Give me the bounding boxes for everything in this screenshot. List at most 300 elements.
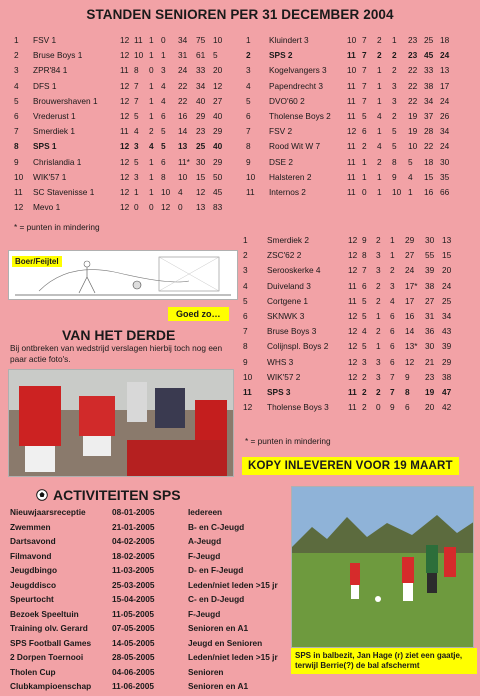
standings-cell: 2	[390, 265, 395, 276]
standings-cell: 12	[161, 202, 171, 213]
standings-cell: 17*	[405, 280, 418, 291]
activity-date: 11-06-2005	[112, 681, 154, 692]
standings-cell: 11	[14, 187, 23, 198]
standings-cell: 1	[377, 65, 382, 76]
standings-cell: 35	[440, 171, 450, 182]
activity-audience: Senioren en A1	[188, 681, 249, 692]
team-name: Bruse Boys 1	[33, 50, 83, 61]
standings-cell: 13	[442, 235, 452, 245]
standings-cell: 9	[246, 156, 251, 167]
activity-name: Bezoek Speeltuin	[10, 608, 79, 619]
activity-name: Training olv. Gerard	[10, 623, 88, 634]
team-name: Kluindert 3	[269, 35, 309, 45]
standings-cell: 12	[196, 187, 206, 198]
standings-cell: 43	[442, 326, 452, 337]
team-name: Vrederust 1	[33, 111, 76, 122]
standings-cell: 22	[178, 95, 188, 106]
standings-cell: 4	[178, 187, 183, 198]
activity-row	[10, 563, 292, 578]
standings-cell: 0	[178, 202, 183, 213]
standings-cell: 2	[376, 387, 381, 398]
standings-cell: 38	[424, 80, 434, 91]
standings-cell: 28	[424, 126, 434, 137]
activity-row	[10, 549, 292, 564]
standings-cell: 27	[425, 295, 435, 306]
standings-cell: 9	[392, 171, 397, 182]
team-name: Bruse Boys 3	[267, 326, 317, 337]
standings-cell: 0	[149, 202, 154, 213]
activity-row	[10, 679, 292, 694]
standings-cell: 12	[120, 35, 130, 45]
standings-cell: 83	[213, 202, 223, 213]
team-name: Papendrecht 3	[269, 80, 323, 91]
standings-cell: 13	[440, 65, 450, 76]
standings-note-right: * = punten in mindering	[245, 436, 331, 446]
standings-cell: 4	[377, 111, 382, 122]
standings-cell: 11	[347, 80, 356, 91]
activity-date: 14-05-2005	[112, 637, 155, 648]
activity-date: 15-04-2005	[112, 594, 155, 605]
standings-cell: 6	[14, 111, 19, 122]
standings-row	[246, 63, 454, 78]
standings-cell: 1	[377, 80, 382, 91]
standings-row	[243, 309, 456, 324]
standings-cell: 7	[134, 80, 139, 91]
standings-cell: 10	[392, 187, 402, 198]
standings-cell: 37	[424, 111, 434, 122]
standings-cell: 3	[243, 265, 248, 276]
standings-row	[243, 385, 456, 400]
standings-cell: 1	[390, 250, 395, 261]
standings-cell: 7	[14, 126, 19, 137]
standings-cell: 25	[196, 141, 206, 152]
standings-cell: 5	[213, 50, 218, 61]
activity-row	[10, 520, 292, 535]
standings-cell: 11	[243, 387, 252, 398]
team-name: ZPR'84 1	[33, 65, 68, 76]
activity-name: Nieuwjaarsreceptie	[10, 507, 86, 518]
standings-cell: 5	[161, 141, 166, 152]
standings-cell: 23	[408, 35, 418, 45]
activity-date: 21-01-2005	[112, 521, 155, 532]
derde-heading: VAN HET DERDE	[62, 327, 176, 343]
standings-cell: 9	[362, 235, 367, 245]
standings-cell: 29	[196, 111, 206, 122]
kopy-deadline-banner: KOPY INLEVEREN VOOR 19 MAART	[242, 457, 459, 475]
standings-cell: 34	[424, 95, 434, 106]
activity-row	[10, 534, 292, 549]
team-name: Rood Wit W 7	[269, 141, 321, 152]
standings-cell: 12	[348, 341, 358, 352]
standings-table-senioren-3	[243, 233, 456, 415]
activity-row	[10, 607, 292, 622]
standings-cell: 12	[348, 250, 358, 261]
standings-cell: 12	[213, 80, 223, 91]
standings-cell: 42	[442, 402, 452, 413]
activity-date: 04-06-2005	[112, 666, 155, 677]
standings-cell: 1	[390, 235, 395, 245]
standings-cell: 11	[347, 187, 356, 198]
standings-cell: 47	[442, 387, 452, 398]
standings-cell: 8	[392, 156, 397, 167]
team-name: SPS 1	[33, 141, 57, 152]
standings-row	[14, 79, 227, 94]
standings-cell: 6	[390, 341, 395, 352]
standings-cell: 55	[425, 250, 435, 261]
activity-date: 11-03-2005	[112, 565, 154, 576]
activity-date: 28-05-2005	[112, 652, 155, 663]
football-icon	[36, 489, 48, 501]
standings-cell: 12	[348, 356, 358, 367]
standings-cell: 5	[246, 95, 251, 106]
activity-date: 18-02-2005	[112, 550, 155, 561]
standings-row	[243, 263, 456, 278]
standings-cell: 27	[405, 250, 415, 261]
standings-cell: 1	[376, 311, 381, 322]
standings-cell: 0	[134, 202, 139, 213]
standings-cell: 30	[196, 156, 206, 167]
standings-cell: 0	[149, 65, 154, 76]
team-name: DVO'60 2	[269, 95, 305, 106]
standings-cell: 3	[134, 141, 139, 152]
page-title: STANDEN SENIOREN PER 31 DECEMBER 2004	[86, 7, 394, 22]
standings-cell: 6	[362, 126, 367, 137]
activity-row	[10, 621, 292, 636]
standings-cell: 4	[134, 126, 139, 137]
team-name: Smerdiek 2	[267, 235, 309, 245]
activity-name: Speurtocht	[10, 594, 54, 605]
standings-cell: 6	[362, 280, 367, 291]
team-name: Tholense Boys 3	[267, 402, 329, 413]
standings-row	[14, 170, 227, 185]
standings-cell: 3	[392, 95, 397, 106]
standings-table-senioren-1	[14, 33, 227, 215]
standings-cell: 11	[246, 187, 255, 198]
action-photo-derde	[8, 369, 234, 477]
standings-cell: 24	[442, 280, 452, 291]
standings-row	[14, 94, 227, 109]
standings-cell: 6	[246, 111, 251, 122]
standings-cell: 2	[362, 371, 367, 382]
standings-cell: 3	[134, 171, 139, 182]
standings-cell: 1	[149, 80, 154, 91]
standings-cell: 5	[362, 295, 367, 306]
standings-cell: 6	[390, 311, 395, 322]
team-name: WHS 3	[267, 356, 294, 367]
standings-cell: 1	[376, 341, 381, 352]
standings-cell: 5	[392, 126, 397, 137]
standings-row	[246, 185, 454, 200]
standings-cell: 16	[178, 111, 188, 122]
team-name: WIK'57 2	[267, 371, 301, 382]
match-photo-drawing	[292, 487, 474, 648]
standings-cell: 12	[120, 187, 130, 198]
team-name: Colijnspl. Boys 2	[267, 341, 329, 352]
standings-cell: 29	[213, 156, 223, 167]
standings-cell: 10	[213, 35, 223, 45]
standings-cell: 30	[425, 235, 435, 245]
standings-cell: 6	[390, 356, 395, 367]
standings-row	[246, 155, 454, 170]
standings-cell: 2	[376, 280, 381, 291]
standings-cell: 8	[243, 341, 248, 352]
standings-cell: 29	[405, 235, 415, 245]
activity-name: Dartsavond	[10, 536, 56, 547]
standings-cell: 5	[392, 141, 397, 152]
team-name: Halsteren 2	[269, 171, 312, 182]
activity-name: 2 Dorpen Toernooi	[10, 652, 84, 663]
activity-row	[10, 636, 292, 651]
standings-cell: 3	[376, 356, 381, 367]
standings-cell: 22	[178, 80, 188, 91]
team-name: Mevo 1	[33, 202, 61, 213]
standings-cell: 12	[120, 80, 130, 91]
standings-cell: 38	[442, 371, 452, 382]
standings-cell: 14	[405, 326, 415, 337]
standings-cell: 12	[348, 265, 358, 276]
team-name: Serooskerke 4	[267, 265, 321, 276]
standings-row	[14, 48, 227, 63]
standings-cell: 4	[149, 141, 154, 152]
standings-row	[246, 124, 454, 139]
standings-cell: 10	[161, 187, 171, 198]
standings-cell: 21	[425, 356, 435, 367]
standings-cell: 2	[377, 35, 382, 45]
standings-cell: 10	[408, 141, 418, 152]
standings-cell: 34	[442, 311, 452, 322]
standings-row	[246, 79, 454, 94]
activity-audience: A-Jeugd	[188, 536, 222, 547]
standings-cell: 1	[149, 95, 154, 106]
standings-cell: 9	[390, 402, 395, 413]
standings-cell: 10	[178, 171, 188, 182]
standings-cell: 29	[213, 126, 223, 137]
standings-cell: 11	[347, 156, 356, 167]
standings-cell: 20	[442, 265, 452, 276]
activity-audience: C- en D-Jeugd	[188, 594, 245, 605]
ball-icon	[133, 281, 141, 289]
standings-cell: 33	[424, 65, 434, 76]
standings-cell: 11	[348, 387, 357, 398]
standings-cell: 11	[347, 171, 356, 182]
standings-row	[243, 294, 456, 309]
standings-cell: 0	[362, 187, 367, 198]
standings-cell: 5	[243, 295, 248, 306]
standings-cell: 30	[440, 156, 450, 167]
standings-row	[243, 355, 456, 370]
standings-cell: 9	[405, 371, 410, 382]
standings-cell: 4	[408, 171, 413, 182]
standings-cell: 31	[178, 50, 188, 61]
standings-cell: 36	[425, 326, 435, 337]
standings-cell: 8	[362, 250, 367, 261]
activity-name: SPS Football Games	[10, 637, 92, 648]
standings-cell: 5	[362, 311, 367, 322]
standings-cell: 7	[243, 326, 248, 337]
standings-cell: 10	[246, 171, 256, 182]
standings-cell: 12	[14, 202, 24, 213]
standings-note-left: * = punten in mindering	[14, 222, 100, 232]
standings-cell: 13*	[405, 341, 418, 352]
standings-cell: 12	[120, 171, 130, 182]
activity-audience: F-Jeugd	[188, 608, 221, 619]
standings-cell: 20	[213, 65, 223, 76]
standings-cell: 24	[440, 50, 450, 61]
team-name: DFS 1	[33, 80, 57, 91]
cartoon-tag: Boer/Feijtel	[12, 256, 62, 267]
activity-name: Zwemmen	[10, 521, 51, 532]
standings-cell: 3	[246, 65, 251, 76]
team-name: Smerdiek 1	[33, 126, 75, 137]
standings-cell: 11	[347, 95, 356, 106]
standings-cell: 1	[149, 111, 154, 122]
team-name: Kogelvangers 3	[269, 65, 327, 76]
standings-cell: 2	[243, 250, 248, 261]
standings-cell: 30	[425, 341, 435, 352]
standings-cell: 6	[390, 326, 395, 337]
activity-row	[10, 578, 292, 593]
standings-cell: 11	[348, 280, 357, 291]
team-name: Cortgene 1	[267, 295, 309, 306]
team-name: SPS 3	[267, 387, 291, 398]
standings-cell: 1	[392, 35, 397, 45]
standings-cell: 22	[408, 65, 418, 76]
standings-cell: 8	[161, 171, 166, 182]
standings-cell: 1	[377, 95, 382, 106]
standings-cell: 15	[196, 171, 206, 182]
standings-cell: 7	[246, 126, 251, 137]
standings-cell: 1	[362, 171, 367, 182]
team-name: SKNWK 3	[267, 311, 305, 322]
standings-cell: 3	[392, 80, 397, 91]
standings-row	[243, 279, 456, 294]
standings-cell: 12	[243, 402, 253, 413]
standings-cell: 34	[178, 35, 188, 45]
standings-cell: 12	[347, 126, 357, 137]
standings-cell: 7	[362, 265, 367, 276]
standings-cell: 26	[440, 111, 450, 122]
standings-cell: 19	[425, 387, 435, 398]
standings-cell: 1	[134, 187, 139, 198]
activity-audience: B- en C-Jeugd	[188, 521, 245, 532]
standings-cell: 5	[134, 111, 139, 122]
standings-row	[246, 33, 454, 48]
standings-cell: 20	[425, 402, 435, 413]
standings-row	[246, 94, 454, 109]
standings-cell: 3	[390, 280, 395, 291]
standings-cell: 3	[376, 265, 381, 276]
standings-cell: 12	[120, 111, 130, 122]
standings-cell: 23	[425, 371, 435, 382]
standings-cell: 4	[14, 80, 19, 91]
standings-cell: 1	[149, 35, 154, 45]
standings-table-senioren-2	[246, 33, 454, 200]
standings-cell: 61	[196, 50, 206, 61]
activity-name: Tholen Cup	[10, 666, 56, 677]
standings-cell: 19	[408, 126, 418, 137]
team-name: FSV 1	[33, 35, 57, 45]
team-name: FSV 2	[269, 126, 293, 137]
standings-cell: 27	[213, 95, 223, 106]
standings-cell: 11*	[178, 156, 190, 167]
cartoon-caption: Goed zo…	[168, 307, 229, 321]
standings-row	[14, 124, 227, 139]
standings-cell: 4	[243, 280, 248, 291]
standings-cell: 15	[424, 171, 434, 182]
standings-row	[14, 33, 227, 48]
standings-cell: 5	[134, 156, 139, 167]
standings-row	[243, 233, 456, 248]
standings-cell: 40	[213, 141, 223, 152]
standings-cell: 6	[161, 111, 166, 122]
standings-cell: 25	[424, 35, 434, 45]
standings-cell: 24	[440, 141, 450, 152]
standings-cell: 33	[196, 65, 206, 76]
standings-row	[246, 170, 454, 185]
standings-cell: 39	[442, 341, 452, 352]
standings-cell: 11	[348, 402, 357, 413]
standings-cell: 1	[14, 35, 19, 45]
standings-cell: 2	[376, 326, 381, 337]
standings-cell: 0	[376, 402, 381, 413]
standings-cell: 38	[425, 280, 435, 291]
standings-cell: 5	[14, 95, 19, 106]
standings-cell: 10	[347, 65, 357, 76]
standings-cell: 12	[120, 50, 130, 61]
standings-cell: 3	[161, 65, 166, 76]
activity-audience: Leden/niet leden >15 jr	[188, 579, 278, 590]
standings-cell: 7	[362, 35, 367, 45]
standings-row	[246, 48, 454, 63]
standings-cell: 13	[178, 141, 188, 152]
team-name: SPS 2	[269, 50, 293, 61]
match-photo-caption: SPS in balbezit, Jan Hage (r) ziet een gaatje, terwijl Berrie(?) de bal afschermt	[291, 648, 477, 674]
standings-cell: 14	[178, 126, 188, 137]
standings-cell: 11	[347, 141, 356, 152]
standings-cell: 2	[362, 402, 367, 413]
team-name: ZSC'62 2	[267, 250, 302, 261]
team-name: DSE 2	[269, 156, 293, 167]
standings-cell: 9	[14, 156, 19, 167]
activity-date: 11-05-2005	[112, 608, 154, 619]
activity-audience: D- en F-Jeugd	[188, 565, 244, 576]
activity-audience: F-Jeugd	[188, 550, 221, 561]
standings-cell: 6	[161, 156, 166, 167]
standings-cell: 8	[14, 141, 19, 152]
standings-cell: 4	[390, 295, 395, 306]
standings-cell: 2	[362, 141, 367, 152]
standings-cell: 31	[425, 311, 435, 322]
standings-cell: 2	[149, 126, 154, 137]
standings-row	[14, 185, 227, 200]
standings-cell: 39	[425, 265, 435, 276]
standings-cell: 12	[348, 235, 358, 245]
standings-cell: 11	[134, 35, 143, 45]
standings-cell: 29	[442, 356, 452, 367]
standings-cell: 2	[392, 50, 397, 61]
activity-audience: Senioren	[188, 666, 224, 677]
team-name: Internos 2	[269, 187, 306, 198]
activity-audience: Iedereen	[188, 507, 223, 518]
standings-cell: 1	[161, 50, 166, 61]
standings-cell: 24	[178, 65, 188, 76]
team-name: Tholense Boys 2	[269, 111, 331, 122]
standings-cell: 11	[120, 65, 129, 76]
standings-cell: 50	[213, 171, 223, 182]
standings-cell: 12	[120, 202, 130, 213]
standings-cell: 1	[243, 235, 248, 245]
standings-cell: 5	[362, 341, 367, 352]
